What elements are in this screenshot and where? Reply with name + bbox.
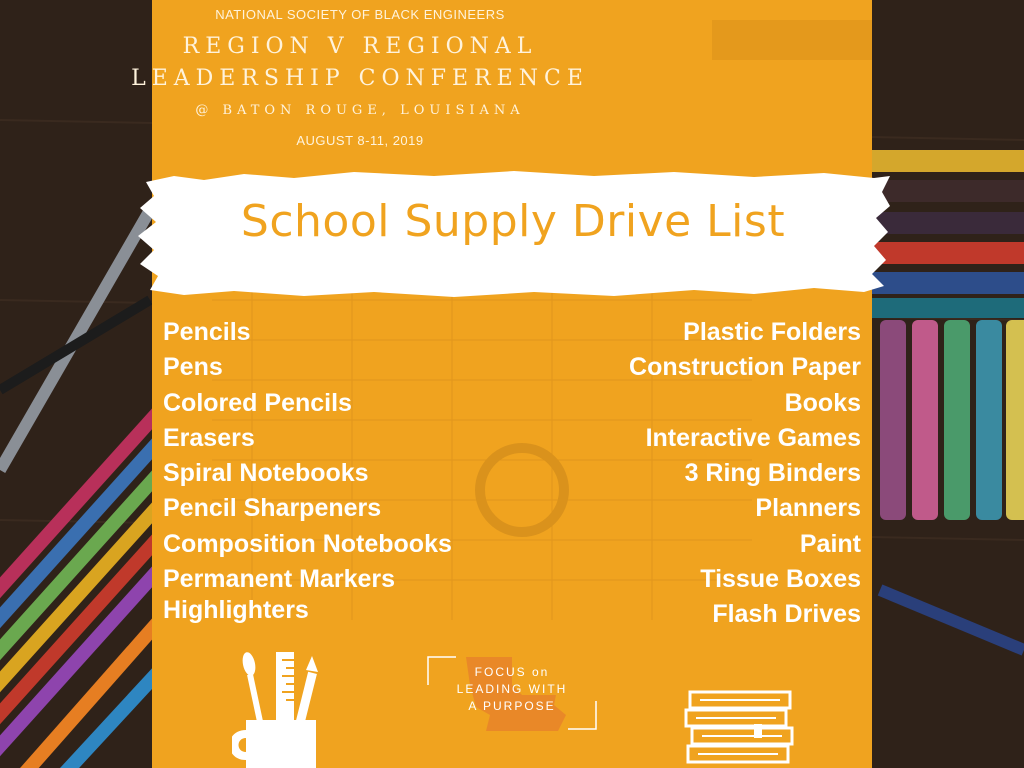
list-item: Books <box>784 388 861 417</box>
organization-name: NATIONAL SOCIETY OF BLACK ENGINEERS <box>215 7 505 22</box>
book-stack-icon <box>684 688 796 768</box>
list-item: Permanent Markers <box>163 565 396 594</box>
list-item: Colored Pencils <box>163 388 352 417</box>
list-item: Construction Paper <box>629 353 861 382</box>
conference-dates: AUGUST 8-11, 2019 <box>296 133 424 148</box>
list-item: Spiral Notebooks <box>163 459 369 488</box>
supplies-list-left <box>163 316 452 629</box>
list-item: Tissue Boxes <box>700 565 861 594</box>
conference-title-line2: LEADERSHIP CONFERENCE <box>131 66 589 91</box>
list-item: Pencils <box>163 318 251 346</box>
list-item: Highlighters <box>163 596 309 625</box>
list-item: Planners <box>755 494 861 523</box>
pencil-cup-icon <box>232 650 330 768</box>
focus-badge-line2: LEADING WITH <box>456 682 568 696</box>
list-item: Flash Drives <box>712 600 861 629</box>
focus-badge-line1: FOCUS on <box>474 665 550 679</box>
list-item: 3 Ring Binders <box>684 459 861 488</box>
list-item: Plastic Folders <box>683 318 861 346</box>
focus-badge-line3: A PURPOSE <box>468 699 556 713</box>
list-item: Interactive Games <box>645 423 861 452</box>
supplies-list-right <box>629 316 861 634</box>
focus-badge <box>430 664 594 715</box>
list-item: Pens <box>163 353 223 382</box>
list-item: Pencil Sharpeners <box>163 494 382 523</box>
conference-title-line1: REGION V REGIONAL <box>182 34 538 59</box>
conference-location: @ BATON ROUGE, LOUISIANA <box>195 103 525 118</box>
list-item: Paint <box>799 529 861 558</box>
list-item: Composition Notebooks <box>163 529 452 558</box>
page-title: School Supply Drive List <box>240 196 786 247</box>
list-item: Erasers <box>163 423 255 452</box>
